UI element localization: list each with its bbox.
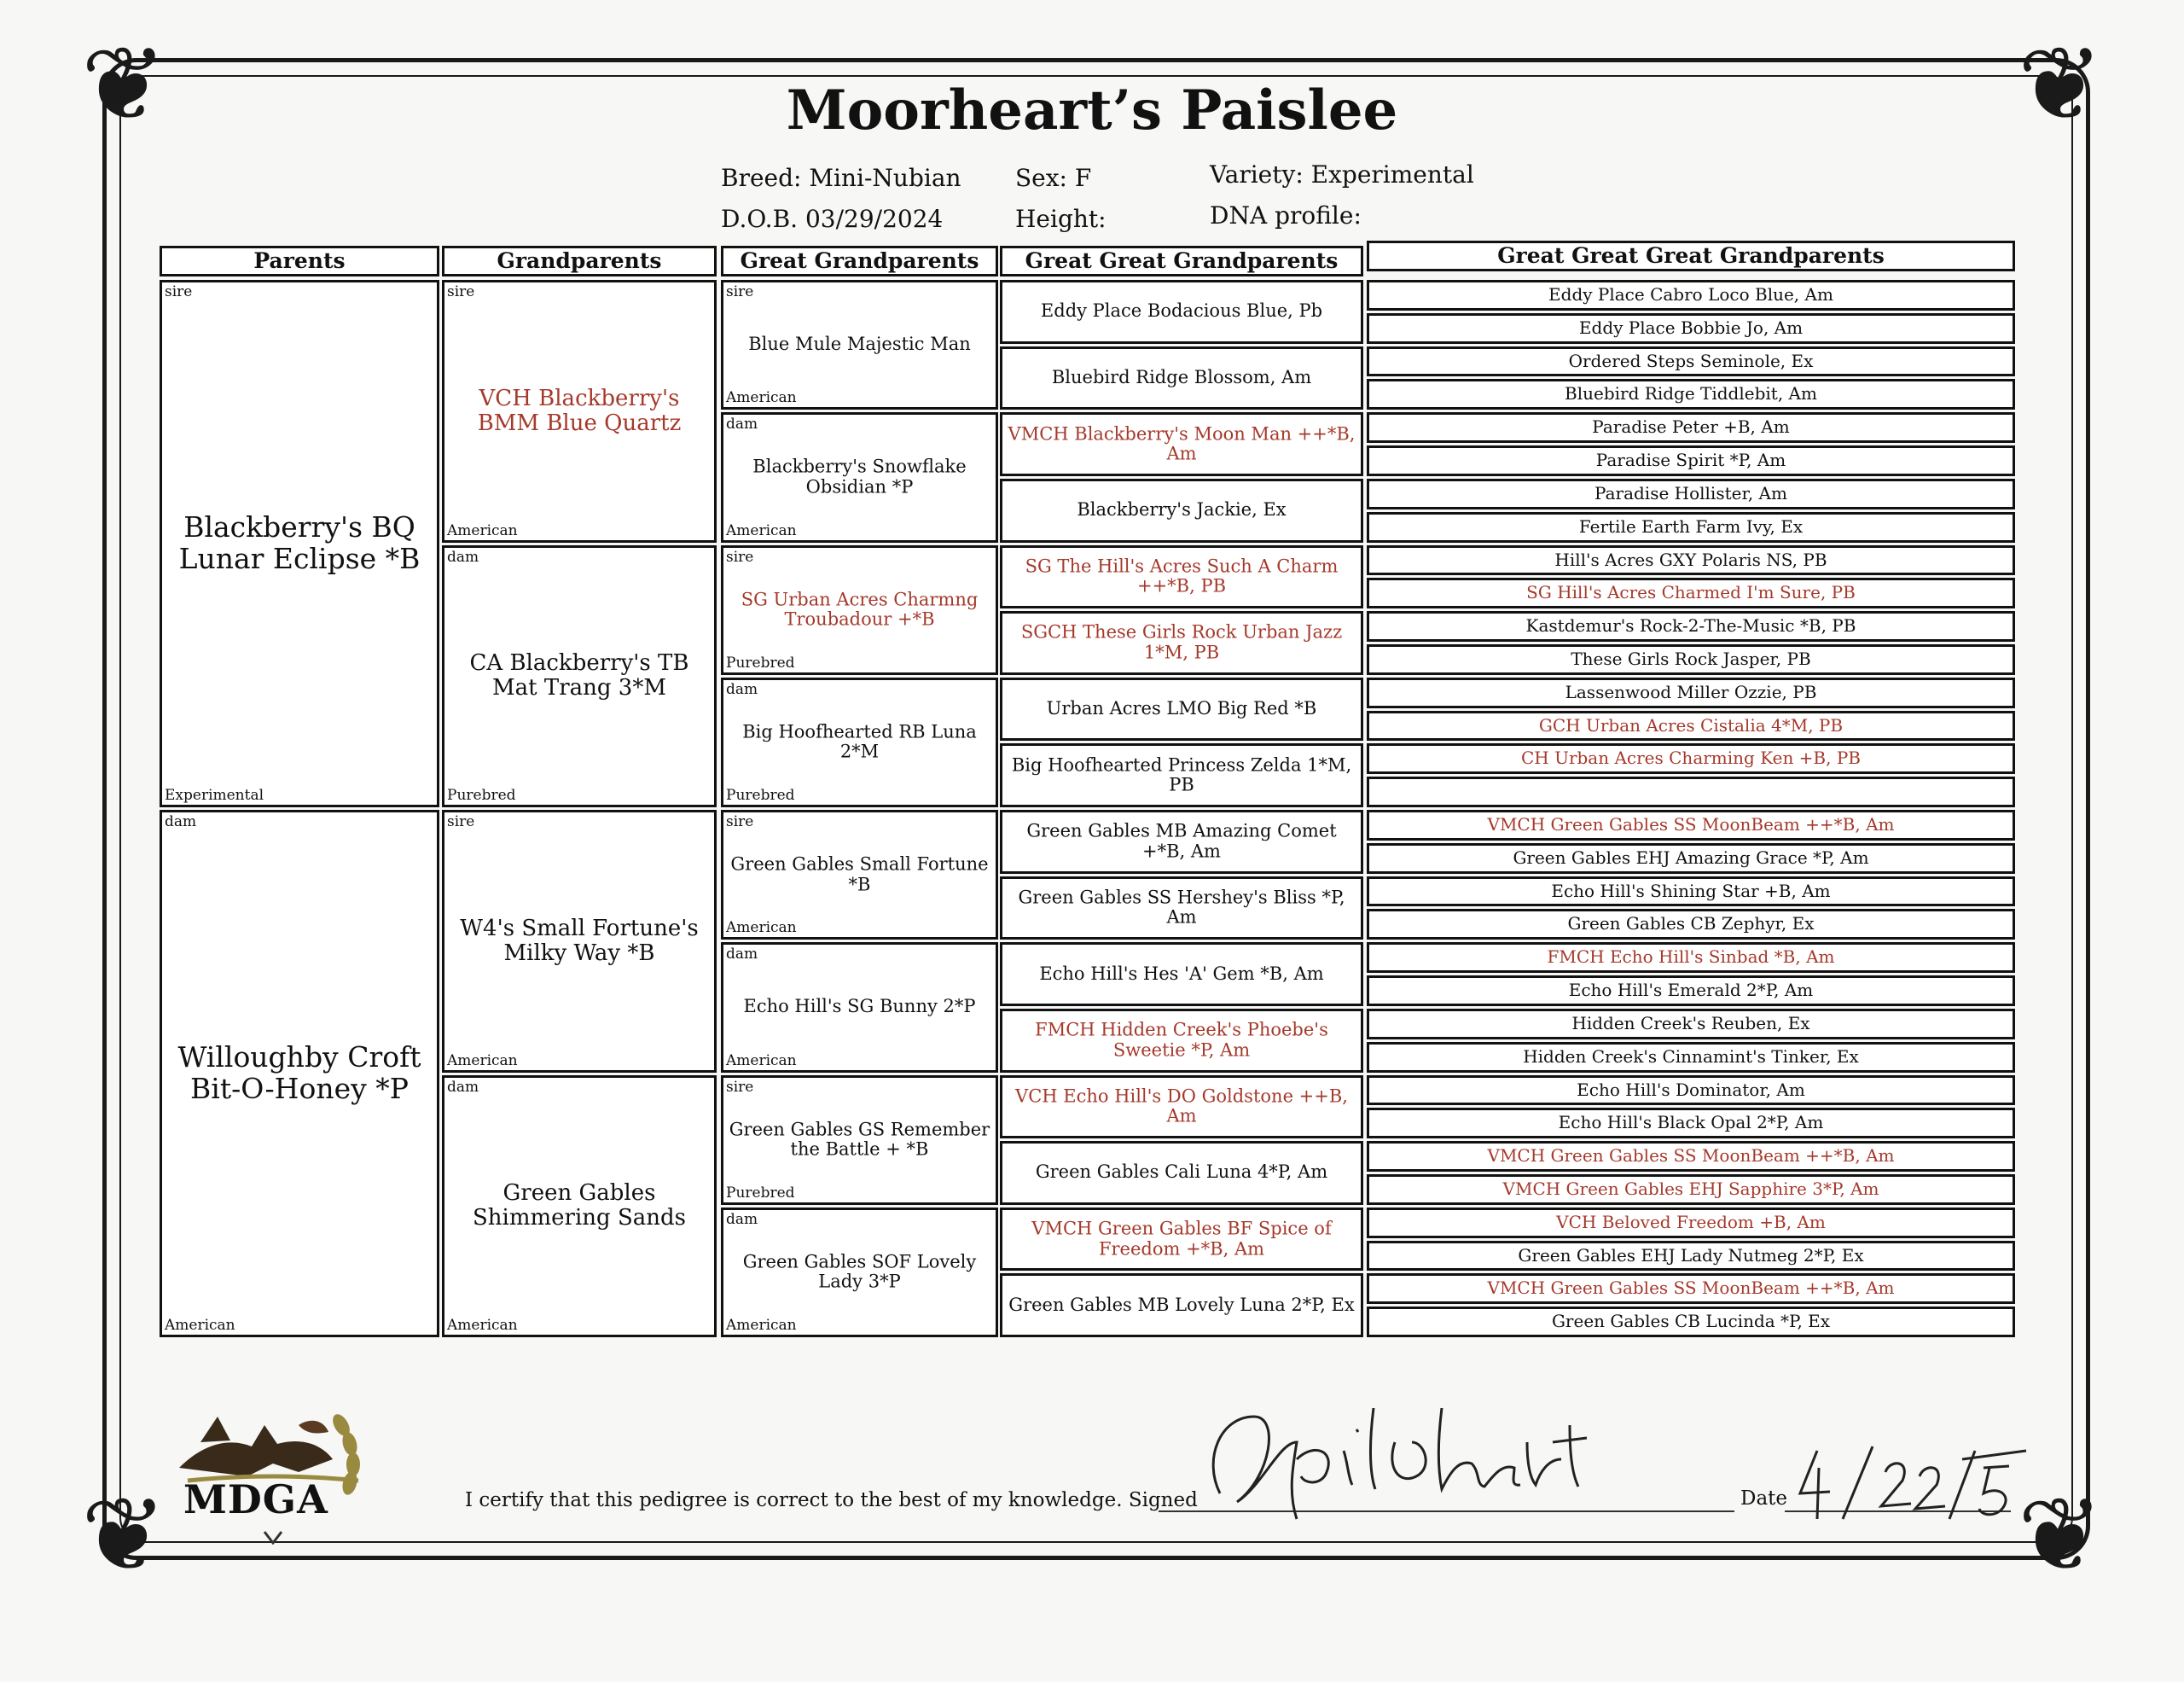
breed-label: American — [726, 521, 797, 539]
ggg-grandparent-box: Ordered Steps Seminole, Ex — [1367, 346, 2015, 377]
great-grandparent-box — [721, 280, 998, 410]
ggg-grandparent-box: Green Gables EHJ Amazing Grace *P, Am — [1367, 843, 2015, 874]
ggg-grandparent-box: Eddy Place Cabro Loco Blue, Am — [1367, 280, 2015, 311]
animal-name: Big Hoofhearted Princess Zelda 1*M, PB — [1011, 754, 1352, 795]
role-label: dam — [726, 680, 758, 698]
role-label: dam — [726, 416, 758, 434]
animal-name: VCH Blackberry's BMM Blue Quartz — [477, 385, 682, 436]
animal-name: VMCH Green Gables BF Spice of Freedom +*B, Am — [1031, 1218, 1332, 1260]
animal-name: Blue Mule Majestic Man — [748, 334, 971, 355]
breed-label: American — [726, 919, 797, 937]
corner-flourish-icon: ❦ — [2017, 1476, 2104, 1595]
corner-flourish-icon: ❦ — [2017, 26, 2104, 144]
animal-name: Green Gables Cali Luna 4*P, Am — [1035, 1161, 1328, 1183]
column-header: Grandparents — [442, 246, 717, 276]
certification-text: I certify that this pedigree is correct to the best of my knowledge. Signed — [465, 1489, 1198, 1511]
ggg-grandparent-box: GCH Urban Acres Cistalia 4*M, PB — [1367, 711, 2015, 742]
gg-grandparent-box — [1000, 810, 1363, 874]
role-label: sire — [726, 813, 754, 830]
great-grandparent-box — [721, 810, 998, 940]
breed-info: Breed: Mini-Nubian — [721, 164, 961, 192]
gg-grandparent-box — [1000, 876, 1363, 940]
animal-name: Blackberry's BQ Lunar Eclipse *B — [178, 510, 421, 575]
date-label: Date — [1740, 1487, 1788, 1510]
gg-grandparent-box — [1000, 611, 1363, 675]
ggg-grandparent-box: Lassenwood Miller Ozzie, PB — [1367, 678, 2015, 708]
animal-name: Bluebird Ridge Blossom, Am — [1051, 367, 1312, 388]
ggg-grandparent-box: Echo Hill's Black Opal 2*P, Am — [1367, 1108, 2015, 1138]
logo-text: MDGA — [183, 1476, 328, 1522]
ggg-grandparent-box: These Girls Rock Jasper, PB — [1367, 644, 2015, 675]
ggg-grandparent-box: FMCH Echo Hill's Sinbad *B, Am — [1367, 942, 2015, 973]
breed-label: Purebred — [726, 1184, 795, 1202]
animal-name: Green Gables Small Fortune *B — [730, 853, 989, 895]
column-header: Great Grandparents — [721, 246, 998, 276]
grandparent-box — [442, 1075, 717, 1338]
dob-info: D.O.B. 03/29/2024 — [721, 205, 944, 233]
great-grandparent-box — [721, 942, 998, 1072]
ggg-grandparent-box: VMCH Green Gables SS MoonBeam ++*B, Am — [1367, 810, 2015, 841]
gg-grandparent-box — [1000, 280, 1363, 344]
breed-label: Experimental — [165, 787, 264, 804]
ggg-grandparent-box: VMCH Green Gables SS MoonBeam ++*B, Am — [1367, 1141, 2015, 1172]
ggg-grandparent-box: Fertile Earth Farm Ivy, Ex — [1367, 512, 2015, 543]
gg-grandparent-box — [1000, 346, 1363, 410]
column-header: Great Great Great Grandparents — [1367, 241, 2015, 271]
animal-name: Big Hoofhearted RB Luna 2*M — [742, 721, 977, 762]
breed-label: American — [165, 1317, 235, 1334]
role-label: dam — [726, 1210, 758, 1228]
height-info: Height: — [1015, 205, 1107, 233]
animal-name: SG The Hill's Acres Such A Charm ++*B, PB — [1025, 556, 1339, 597]
breed-label: Purebred — [726, 787, 795, 804]
gg-grandparent-box — [1000, 942, 1363, 1006]
role-label: sire — [726, 1078, 754, 1096]
corner-flourish-icon: ❦ — [80, 1476, 167, 1595]
gg-grandparent-box — [1000, 678, 1363, 742]
ggg-grandparent-box: Bluebird Ridge Tiddlebit, Am — [1367, 379, 2015, 410]
ggg-grandparent-box: Paradise Spirit *P, Am — [1367, 445, 2015, 476]
handwritten-signature — [1186, 1391, 1595, 1536]
animal-name: VMCH Blackberry's Moon Man ++*B, Am — [1008, 423, 1356, 464]
parent-box — [160, 810, 439, 1337]
dna-info: DNA profile: — [1210, 201, 1362, 230]
animal-name: Green Gables SOF Lovely Lady 3*P — [742, 1251, 977, 1292]
breed-label: American — [447, 1317, 518, 1334]
animal-name: Blackberry's Snowflake Obsidian *P — [752, 456, 967, 498]
animal-name: W4's Small Fortune's Milky Way *B — [460, 915, 699, 966]
animal-name: Blackberry's Jackie, Ex — [1077, 499, 1287, 521]
role-label: sire — [726, 548, 754, 566]
great-grandparent-box — [721, 678, 998, 807]
handwritten-date — [1792, 1434, 2030, 1528]
ggg-grandparent-box: Green Gables CB Zephyr, Ex — [1367, 909, 2015, 940]
gg-grandparent-box — [1000, 1009, 1363, 1073]
great-grandparent-box — [721, 545, 998, 675]
role-label: sire — [165, 283, 193, 300]
great-grandparent-box — [721, 1208, 998, 1337]
great-grandparent-box — [721, 412, 998, 542]
gg-grandparent-box — [1000, 1141, 1363, 1205]
column-header: Great Great Grandparents — [1000, 246, 1363, 276]
animal-name: SG Urban Acres Charmng Troubadour +*B — [741, 589, 979, 630]
ggg-grandparent-box: Echo Hill's Emerald 2*P, Am — [1367, 975, 2015, 1006]
animal-name: SGCH These Girls Rock Urban Jazz 1*M, PB — [1020, 621, 1343, 663]
animal-name: Green Gables MB Lovely Luna 2*P, Ex — [1008, 1294, 1355, 1315]
breed-label: American — [726, 1051, 797, 1069]
breed-label: American — [447, 521, 518, 539]
ggg-grandparent-box: VMCH Green Gables EHJ Sapphire 3*P, Am — [1367, 1174, 2015, 1205]
role-label: dam — [165, 813, 197, 830]
breed-label: Purebred — [447, 787, 516, 804]
animal-name: Eddy Place Bodacious Blue, Pb — [1040, 300, 1323, 322]
ggg-grandparent-box: SG Hill's Acres Charmed I'm Sure, PB — [1367, 578, 2015, 608]
ggg-grandparent-box: Paradise Peter +B, Am — [1367, 412, 2015, 443]
corner-flourish-icon: ❦ — [80, 26, 167, 144]
ggg-grandparent-box: CH Urban Acres Charming Ken +B, PB — [1367, 743, 2015, 774]
ggg-grandparent-box: Kastdemur's Rock-2-The-Music *B, PB — [1367, 611, 2015, 642]
gg-grandparent-box — [1000, 1075, 1363, 1139]
parent-box — [160, 280, 439, 807]
breed-label: American — [726, 389, 797, 407]
ggg-grandparent-box: Hill's Acres GXY Polaris NS, PB — [1367, 545, 2015, 576]
ggg-grandparent-box: Eddy Place Bobbie Jo, Am — [1367, 313, 2015, 344]
animal-name: FMCH Hidden Creek's Phoebe's Sweetie *P, Am — [1035, 1019, 1328, 1061]
grandparent-box — [442, 545, 717, 808]
animal-name: Green Gables Shimmering Sands — [472, 1180, 686, 1231]
role-label: dam — [447, 1078, 479, 1096]
gg-grandparent-box — [1000, 1273, 1363, 1337]
animal-name: VCH Echo Hill's DO Goldstone ++B, Am — [1015, 1085, 1348, 1126]
ggg-grandparent-box: Hidden Creek's Cinnamint's Tinker, Ex — [1367, 1042, 2015, 1073]
column-header: Parents — [160, 246, 439, 276]
page-title: Moorheart’s Paislee — [786, 79, 1398, 143]
ggg-grandparent-box: Green Gables CB Lucinda *P, Ex — [1367, 1307, 2015, 1337]
ggg-grandparent-box: VCH Beloved Freedom +B, Am — [1367, 1208, 2015, 1238]
grandparent-box — [442, 810, 717, 1073]
animal-name: Green Gables MB Amazing Comet +*B, Am — [1026, 820, 1337, 862]
role-label: sire — [447, 283, 475, 300]
role-label: dam — [447, 548, 479, 566]
gg-grandparent-box — [1000, 545, 1363, 609]
grandparent-box — [442, 280, 717, 543]
breed-label: Purebred — [726, 654, 795, 672]
ggg-grandparent-box: Paradise Hollister, Am — [1367, 479, 2015, 509]
ggg-grandparent-box: Echo Hill's Shining Star +B, Am — [1367, 876, 2015, 907]
gg-grandparent-box — [1000, 1208, 1363, 1272]
breed-label: American — [447, 1051, 518, 1069]
animal-name: Echo Hill's Hes 'A' Gem *B, Am — [1039, 963, 1324, 984]
animal-name: Green Gables GS Remember the Battle + *B — [729, 1119, 990, 1160]
sex-info: Sex: F — [1015, 164, 1092, 192]
animal-name: Echo Hill's SG Bunny 2*P — [743, 996, 976, 1017]
breed-label: American — [726, 1317, 797, 1334]
role-label: sire — [447, 813, 475, 830]
gg-grandparent-box — [1000, 743, 1363, 807]
ggg-grandparent-box: Echo Hill's Dominator, Am — [1367, 1075, 2015, 1106]
role-label: dam — [726, 946, 758, 963]
ggg-grandparent-box — [1367, 777, 2015, 807]
animal-name: Green Gables SS Hershey's Bliss *P, Am — [1018, 887, 1345, 928]
ggg-grandparent-box: VMCH Green Gables SS MoonBeam ++*B, Am — [1367, 1273, 2015, 1304]
animal-name: Willoughby Croft Bit-O-Honey *P — [177, 1040, 421, 1105]
ggg-grandparent-box: Hidden Creek's Reuben, Ex — [1367, 1009, 2015, 1039]
gg-grandparent-box — [1000, 412, 1363, 476]
variety-info: Variety: Experimental — [1210, 160, 1474, 189]
animal-name: CA Blackberry's TB Mat Trang 3*M — [469, 650, 689, 701]
ggg-grandparent-box: Green Gables EHJ Lady Nutmeg 2*P, Ex — [1367, 1241, 2015, 1272]
role-label: sire — [726, 283, 754, 300]
gg-grandparent-box — [1000, 479, 1363, 543]
animal-name: Urban Acres LMO Big Red *B — [1046, 698, 1317, 719]
great-grandparent-box — [721, 1075, 998, 1205]
